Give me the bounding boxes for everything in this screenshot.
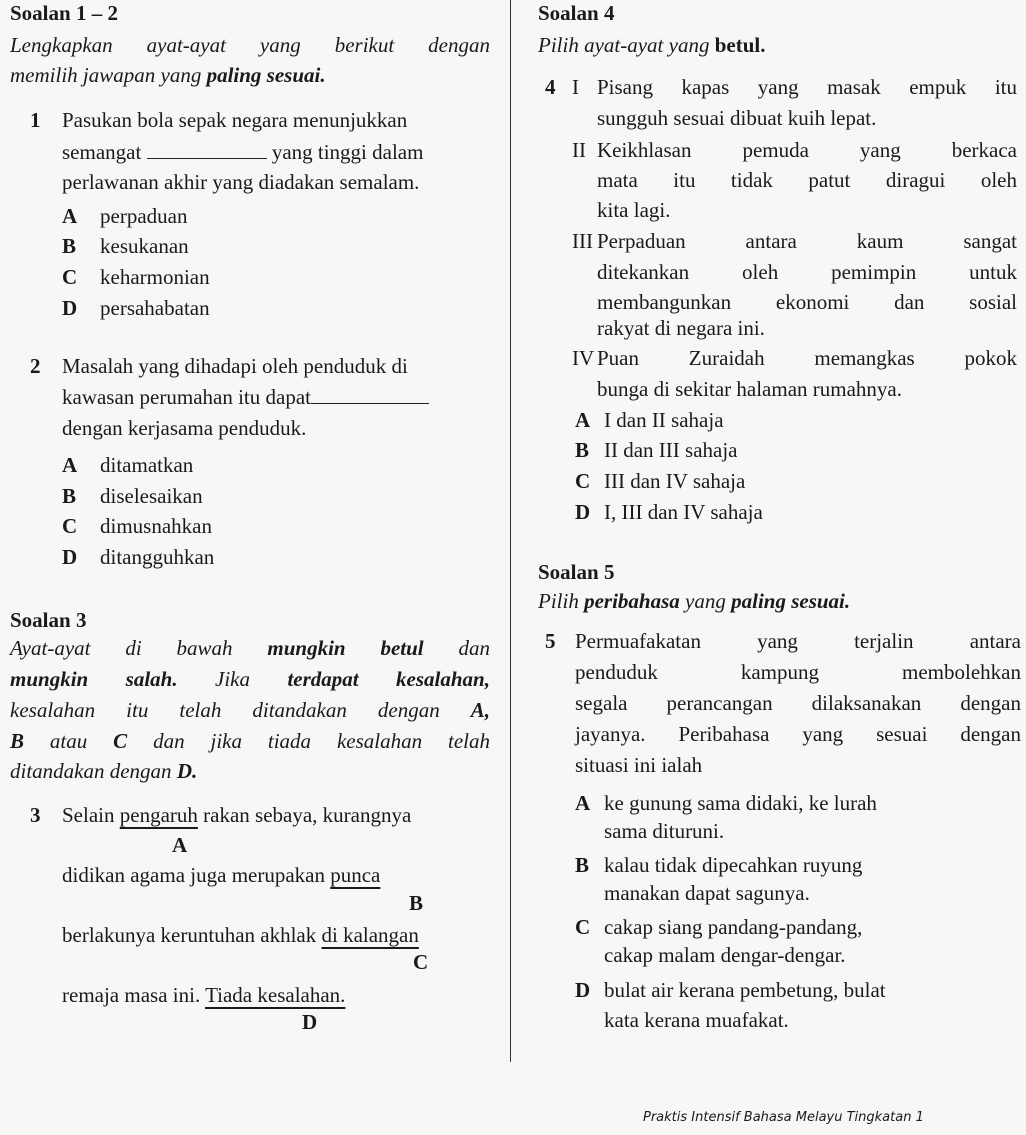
roman-numeral: III: [572, 229, 593, 253]
option-letter: A: [62, 453, 78, 477]
roman-numeral: I: [572, 75, 579, 99]
option-text: persahabatan: [100, 296, 210, 320]
statement-text: kita lagi.: [597, 198, 671, 222]
underlined-part-c: di kalangan: [321, 923, 419, 947]
question-number: 2: [30, 354, 41, 378]
option-letter: C: [575, 469, 591, 493]
question-text: [62, 922, 419, 948]
question-text: Permuafakatan yang terjalin antara: [575, 629, 1021, 653]
answer-blank: [311, 387, 429, 404]
instruction-fragment: terdapat kesalahan,: [287, 667, 490, 691]
option-text: diselesaikan: [100, 484, 203, 508]
question-text: [62, 802, 411, 828]
underline-label-d: D: [302, 1010, 318, 1034]
option-text: manakan dapat sagunya.: [604, 881, 810, 905]
instruction-fragment: Ayat-ayat di bawah: [10, 636, 268, 660]
underline-label-a: A: [172, 833, 188, 857]
instruction-fragment: kesalahan itu telah ditandakan dengan: [10, 698, 471, 722]
statement-text: Pisang kapas yang masak empuk itu: [597, 75, 1017, 99]
question-text: situasi ini ialah: [575, 753, 703, 777]
instruction-line: [10, 697, 490, 723]
column-divider: [510, 0, 511, 1062]
option-text: I dan II sahaja: [604, 408, 724, 432]
statement-text: bunga di sekitar halaman rumahnya.: [597, 377, 902, 401]
option-letter: B: [62, 234, 77, 258]
option-letter: A: [575, 791, 591, 815]
option-text: kata kerana muafakat.: [604, 1008, 789, 1032]
roman-numeral: II: [572, 138, 586, 162]
section-title-soalan-1-2: Soalan 1 – 2: [10, 1, 118, 25]
option-text: cakap malam dengar-dengar.: [604, 943, 846, 967]
option-letter: C: [575, 915, 591, 939]
instruction-emphasis: betul.: [714, 33, 766, 57]
instruction-fragment: ditandakan dengan: [10, 759, 177, 783]
option-text: ke gunung sama didaki, ke lurah: [604, 791, 877, 815]
option-letter: A: [575, 408, 591, 432]
statement-text: Keikhlasan pemuda yang berkaca: [597, 138, 1017, 162]
option-text: I, III dan IV sahaja: [604, 500, 763, 524]
option-letter: B: [62, 484, 77, 508]
text: paling sesuai.: [731, 589, 851, 613]
option-text: III dan IV sahaja: [604, 469, 746, 493]
option-text: sama dituruni.: [604, 819, 725, 843]
instruction-line: [10, 666, 490, 692]
text: yang: [679, 589, 732, 613]
option-letter: D: [62, 296, 78, 320]
option-text: keharmonian: [100, 265, 210, 289]
instruction-line: [10, 635, 490, 661]
text: berlakunya keruntuhan akhlak: [62, 923, 322, 947]
roman-numeral: IV: [572, 346, 595, 370]
statement-text: Puan Zuraidah memangkas pokok: [597, 346, 1017, 370]
option-letter: C: [62, 514, 78, 538]
instruction-fragment: mungkin betul: [267, 636, 424, 660]
statement-text: rakyat di negara ini.: [597, 316, 765, 340]
section-title-soalan-5: Soalan 5: [538, 560, 615, 584]
text: remaja masa ini.: [62, 983, 206, 1007]
text: yang tinggi dalam: [271, 140, 424, 164]
text: rakan sebaya, kurangnya: [197, 803, 412, 827]
question-text: segala perancangan dilaksanakan dengan: [575, 691, 1021, 715]
instruction-emphasis: paling sesuai.: [206, 63, 326, 87]
text: Pilih ayat-ayat yang: [538, 33, 715, 57]
text: didikan agama juga merupakan: [62, 863, 331, 887]
option-text: kalau tidak dipecahkan ruyung: [604, 853, 863, 877]
text: semangat: [62, 140, 142, 164]
question-text: Masalah yang dihadapi oleh penduduk di: [62, 354, 408, 378]
question-number: 4: [545, 75, 556, 99]
instruction-fragment: D.: [176, 759, 198, 783]
instruction-fragment: atau: [24, 729, 114, 753]
instruction-line: Lengkapkan ayat-ayat yang berikut dengan: [10, 33, 490, 57]
instruction-fragment: Jika: [177, 667, 288, 691]
option-text: ditangguhkan: [100, 545, 215, 569]
underline-label-b: B: [409, 891, 424, 915]
instruction-fragment: dan: [423, 636, 490, 660]
footer-book-title: Praktis Intensif Bahasa Melayu Tingkatan 1: [643, 1110, 924, 1125]
instruction-fragment: A,: [470, 698, 490, 722]
instruction-text: memilih jawapan yang: [10, 63, 207, 87]
question-text: Pasukan bola sepak negara menunjukkan: [62, 108, 408, 132]
question-text: jayanya. Peribahasa yang sesuai dengan: [575, 722, 1021, 746]
text: Selain: [62, 803, 120, 827]
statement-text: ditekankan oleh pemimpin untuk: [597, 260, 1017, 284]
option-text: dimusnahkan: [100, 514, 212, 538]
option-text: cakap siang pandang-pandang,: [604, 915, 863, 939]
section-title-soalan-3: Soalan 3: [10, 608, 87, 632]
option-text: ditamatkan: [100, 453, 194, 477]
text: peribahasa: [584, 589, 680, 613]
option-text: bulat air kerana pembetung, bulat: [604, 978, 886, 1002]
answer-blank: [147, 142, 267, 159]
question-number: 1: [30, 108, 41, 132]
option-letter: B: [575, 438, 590, 462]
text: kawasan perumahan itu dapat: [62, 385, 311, 409]
text: Pilih: [538, 589, 585, 613]
question-text: [62, 982, 345, 1008]
option-letter: A: [62, 204, 78, 228]
instruction-line: [10, 758, 197, 784]
option-text: II dan III sahaja: [604, 438, 738, 462]
question-text: [62, 862, 380, 888]
question-text: dengan kerjasama penduduk.: [62, 416, 307, 440]
instruction-fragment: B: [10, 729, 25, 753]
question-text: [62, 139, 423, 165]
option-letter: D: [62, 545, 78, 569]
statement-text: membangunkan ekonomi dan sosial: [597, 290, 1017, 314]
underlined-part-a: pengaruh: [119, 803, 198, 827]
statement-text: mata itu tidak patut diragui oleh: [597, 168, 1017, 192]
statement-text: sungguh sesuai dibuat kuih lepat.: [597, 106, 877, 130]
instruction-fragment: dan jika tiada kesalahan telah: [127, 729, 491, 753]
option-text: kesukanan: [100, 234, 189, 258]
question-number: 5: [545, 629, 556, 653]
instruction-line: [10, 62, 326, 88]
instruction-line: [10, 728, 490, 754]
instruction-line: [538, 588, 850, 614]
instruction-line: [538, 32, 765, 58]
underlined-part-b: punca: [330, 863, 381, 887]
option-letter: D: [575, 500, 591, 524]
underlined-part-d: Tiada kesalahan.: [205, 983, 346, 1007]
option-letter: D: [575, 978, 591, 1002]
option-letter: C: [62, 265, 78, 289]
instruction-fragment: C: [113, 729, 128, 753]
option-letter: B: [575, 853, 590, 877]
statement-text: Perpaduan antara kaum sangat: [597, 229, 1017, 253]
section-title-soalan-4: Soalan 4: [538, 1, 615, 25]
question-text: perlawanan akhir yang diadakan semalam.: [62, 170, 420, 194]
instruction-fragment: mungkin salah.: [10, 667, 178, 691]
question-text: [62, 384, 429, 410]
question-number: 3: [30, 803, 41, 827]
question-text: penduduk kampung membolehkan: [575, 660, 1021, 684]
underline-label-c: C: [413, 950, 429, 974]
option-text: perpaduan: [100, 204, 188, 228]
